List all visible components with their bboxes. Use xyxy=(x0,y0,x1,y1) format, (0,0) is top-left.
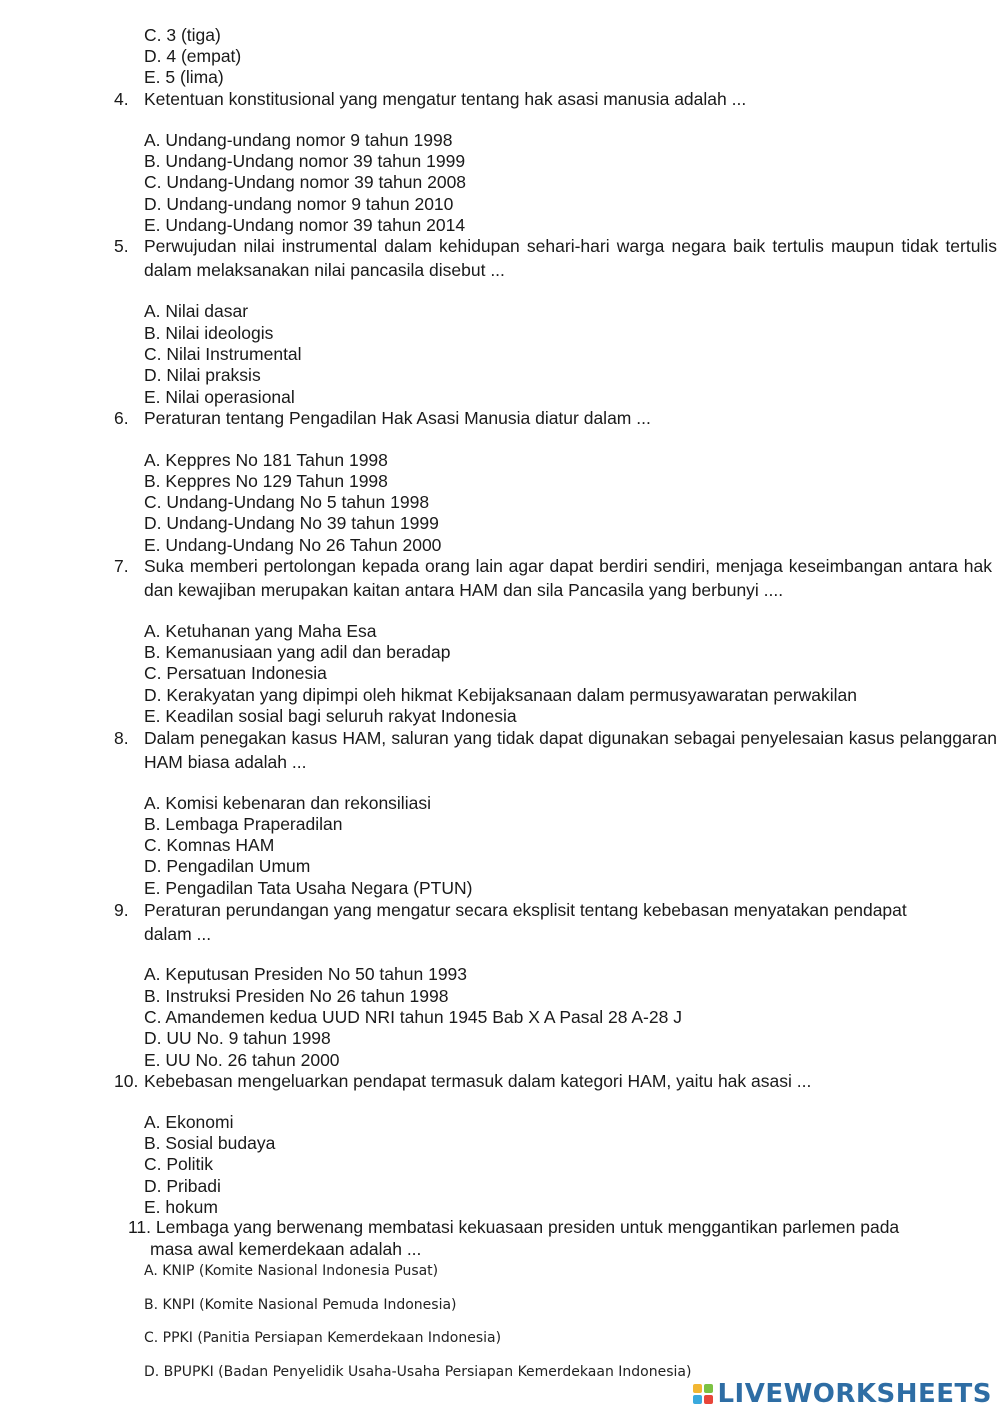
option-text: A. Nilai dasar xyxy=(144,301,249,321)
question-text: Peraturan perundangan yang mengatur secara eksplisit tentang kebebasan menyatakan pendapat dalam ... xyxy=(144,900,907,944)
option-text: E. UU No. 26 tahun 2000 xyxy=(144,1050,340,1070)
option-text: B. Kemanusiaan yang adil dan beradap xyxy=(144,642,451,662)
option-text: C. PPKI (Panitia Persiapan Kemerdekaan Indonesia) xyxy=(144,1330,502,1346)
option-text: B. Undang-Undang nomor 39 tahun 1999 xyxy=(144,151,466,171)
option-text: E. Undang-Undang nomor 39 tahun 2014 xyxy=(144,215,466,235)
question-number: 9. xyxy=(114,900,129,920)
option-text: E. Pengadilan Tata Usaha Negara (PTUN) xyxy=(144,878,473,898)
option-text: D. Kerakyatan yang dipimpi oleh hikmat Kebijaksanaan dalam permusyawaratan perwakilan xyxy=(144,685,858,705)
logo-text: LIVEWORKSHEETS xyxy=(717,1379,992,1409)
option-text: D. 4 (empat) xyxy=(144,46,242,66)
option-text: D. Nilai praksis xyxy=(144,365,261,385)
option-text: E. hokum xyxy=(144,1197,218,1217)
option-text: D. BPUPKI (Badan Penyelidik Usaha-Usaha Persiapan Kemerdekaan Indonesia) xyxy=(144,1364,692,1380)
question-number: 4. xyxy=(114,89,129,109)
option-text: B. Sosial budaya xyxy=(144,1133,276,1153)
option-text: B. Lembaga Praperadilan xyxy=(144,814,343,834)
option-text: A. KNIP (Komite Nasional Indonesia Pusat) xyxy=(144,1263,439,1279)
question-text: Suka memberi pertolongan kepada orang lain agar dapat berdiri sendiri, menjaga keseimbangan antara hak dan kewajiban merupakan kaitan antara HAM dan sila Pancasila yang berbunyi .... xyxy=(144,556,992,600)
option-text: D. Undang-undang nomor 9 tahun 2010 xyxy=(144,194,454,214)
option-text: A. Keputusan Presiden No 50 tahun 1993 xyxy=(144,964,468,984)
option-text: B. Instruksi Presiden No 26 tahun 1998 xyxy=(144,986,449,1006)
question-10 xyxy=(114,1070,811,1092)
option-text: C. 3 (tiga) xyxy=(144,25,221,45)
option-text: E. Undang-Undang No 26 Tahun 2000 xyxy=(144,535,442,555)
question-number: 5. xyxy=(114,236,129,256)
option-text: D. Pengadilan Umum xyxy=(144,856,311,876)
question-text: Ketentuan konstitusional yang mengatur tentang hak asasi manusia adalah ... xyxy=(144,89,747,109)
option-text: E. Keadilan sosial bagi seluruh rakyat Indonesia xyxy=(144,706,517,726)
option-text: C. Undang-Undang nomor 39 tahun 2008 xyxy=(144,172,467,192)
question-text: masa awal kemerdekaan adalah ... xyxy=(150,1239,422,1259)
option-text: B. KNPI (Komite Nasional Pemuda Indonesia) xyxy=(144,1297,457,1313)
question-number: 8. xyxy=(114,728,129,748)
question-text: 11. Lembaga yang berwenang membatasi kekuasaan presiden untuk menggantikan parlemen pada xyxy=(128,1217,900,1237)
liveworksheets-logo xyxy=(693,1379,992,1409)
question-text: Peraturan tentang Pengadilan Hak Asasi Manusia diatur dalam ... xyxy=(144,408,651,428)
option-text: D. UU No. 9 tahun 1998 xyxy=(144,1028,331,1048)
option-text: B. Keppres No 129 Tahun 1998 xyxy=(144,471,388,491)
option-text: C. Nilai Instrumental xyxy=(144,344,302,364)
option-text: A. Ketuhanan yang Maha Esa xyxy=(144,621,377,641)
question-text: Perwujudan nilai instrumental dalam kehidupan sehari-hari warga negara baik tertulis maupun tidak tertulis dalam melaksanakan nilai pancasila disebut ... xyxy=(144,236,997,280)
option-text: C. Persatuan Indonesia xyxy=(144,663,327,683)
option-text: C. Amandemen kedua UUD NRI tahun 1945 Bab X A Pasal 28 A-28 J xyxy=(144,1007,682,1027)
question-number: 6. xyxy=(114,408,129,428)
question-text: Dalam penegakan kasus HAM, saluran yang tidak dapat digunakan sebagai penyelesaian kasus pelanggaran HAM biasa adalah ... xyxy=(144,728,997,772)
option-text: C. Undang-Undang No 5 tahun 1998 xyxy=(144,492,430,512)
question-text: Kebebasan mengeluarkan pendapat termasuk dalam kategori HAM, yaitu hak asasi ... xyxy=(144,1071,812,1091)
option-text: D. Pribadi xyxy=(144,1176,221,1196)
question-number: 10. xyxy=(114,1071,139,1091)
option-text: C. Komnas HAM xyxy=(144,835,275,855)
option-text: D. Undang-Undang No 39 tahun 1999 xyxy=(144,513,439,533)
question-6 xyxy=(114,407,651,429)
option-text: B. Nilai ideologis xyxy=(144,323,274,343)
question-4 xyxy=(114,88,746,110)
option-text: E. Nilai operasional xyxy=(144,387,295,407)
option-text: A. Ekonomi xyxy=(144,1112,234,1132)
question-number: 7. xyxy=(114,556,129,576)
option-text: E. 5 (lima) xyxy=(144,67,224,87)
option-text: A. Undang-undang nomor 9 tahun 1998 xyxy=(144,130,453,150)
option-text: A. Komisi kebenaran dan rekonsiliasi xyxy=(144,793,431,813)
option-text: C. Politik xyxy=(144,1154,214,1174)
option-text: A. Keppres No 181 Tahun 1998 xyxy=(144,450,388,470)
logo-mark-icon xyxy=(693,1384,713,1404)
